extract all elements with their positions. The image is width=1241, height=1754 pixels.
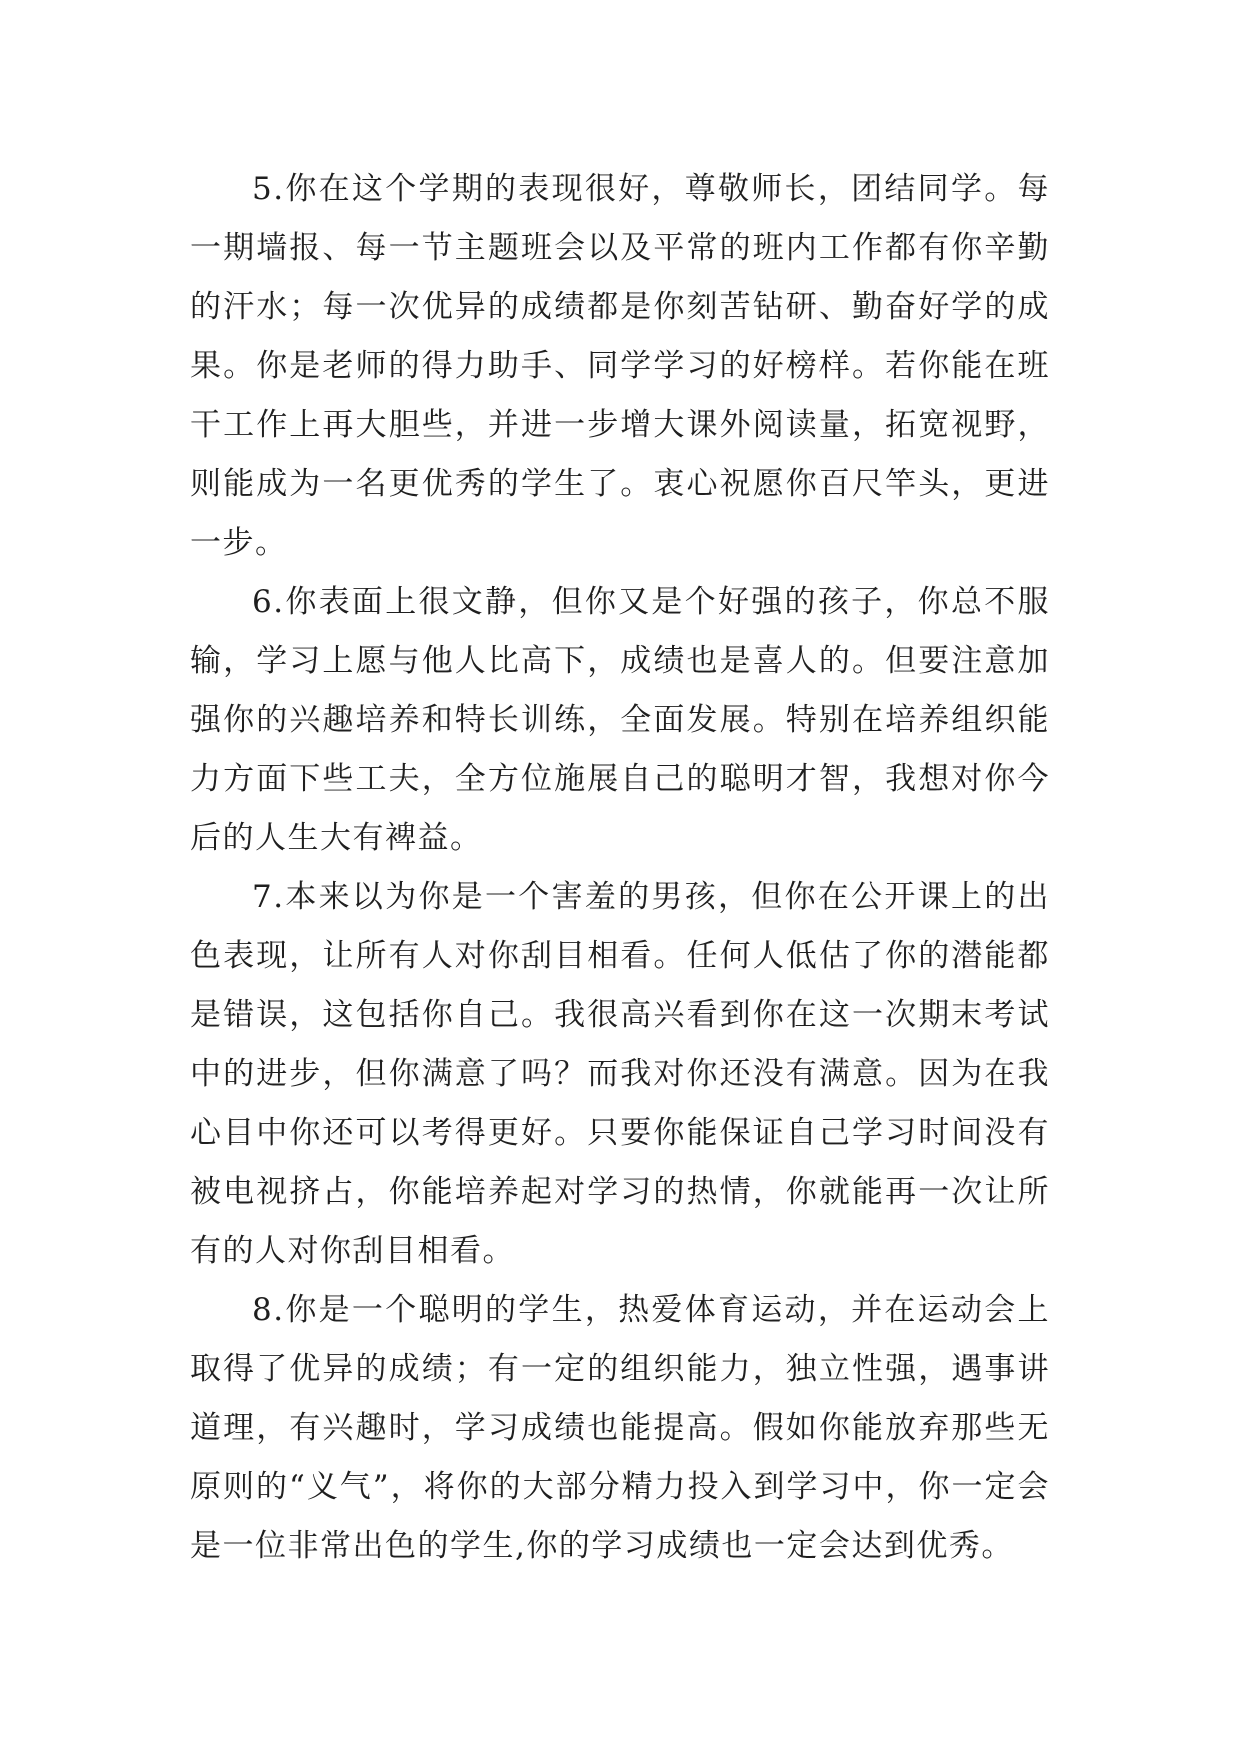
comment-paragraph-8: 8.你是一个聪明的学生，热爱体育运动，并在运动会上取得了优异的成绩；有一定的组织能力，独立性强，遇事讲道理，有兴趣时，学习成绩也能提高。假如你能放弃那些无原则的“义气”，将你的大部分精力投入到学习中，你一定会是一位非常出色的学生,你的学习成绩也一定会达到优秀。 [190,1292,1050,1564]
document-body [190,160,1050,1576]
comment-paragraph-5: 5.你在这个学期的表现很好，尊敬师长，团结同学。每一期墙报、每一节主题班会以及平常的班内工作都有你辛勤的汗水；每一次优异的成绩都是你刻苦钻研、勤奋好学的成果。你是老师的得力助手、同学学习的好榜样。若你能在班干工作上再大胆些，并进一步增大课外阅读量，拓宽视野，则能成为一名更优秀的学生了。衷心祝愿你百尺竿头，更进一步。 [190,171,1050,561]
comment-paragraph-7: 7.本来以为你是一个害羞的男孩，但你在公开课上的出色表现，让所有人对你刮目相看。任何人低估了你的潜能都是错误，这包括你自己。我很高兴看到你在这一次期末考试中的进步，但你满意了吗？而我对你还没有满意。因为在我心目中你还可以考得更好。只要你能保证自己学习时间没有被电视挤占，你能培养起对学习的热情，你就能再一次让所有的人对你刮目相看。 [190,879,1050,1269]
comment-paragraph-6: 6.你表面上很文静，但你又是个好强的孩子，你总不服输，学习上愿与他人比高下，成绩也是喜人的。但要注意加强你的兴趣培养和特长训练，全面发展。特别在培养组织能力方面下些工夫，全方位施展自己的聪明才智，我想对你今后的人生大有裨益。 [190,584,1050,856]
